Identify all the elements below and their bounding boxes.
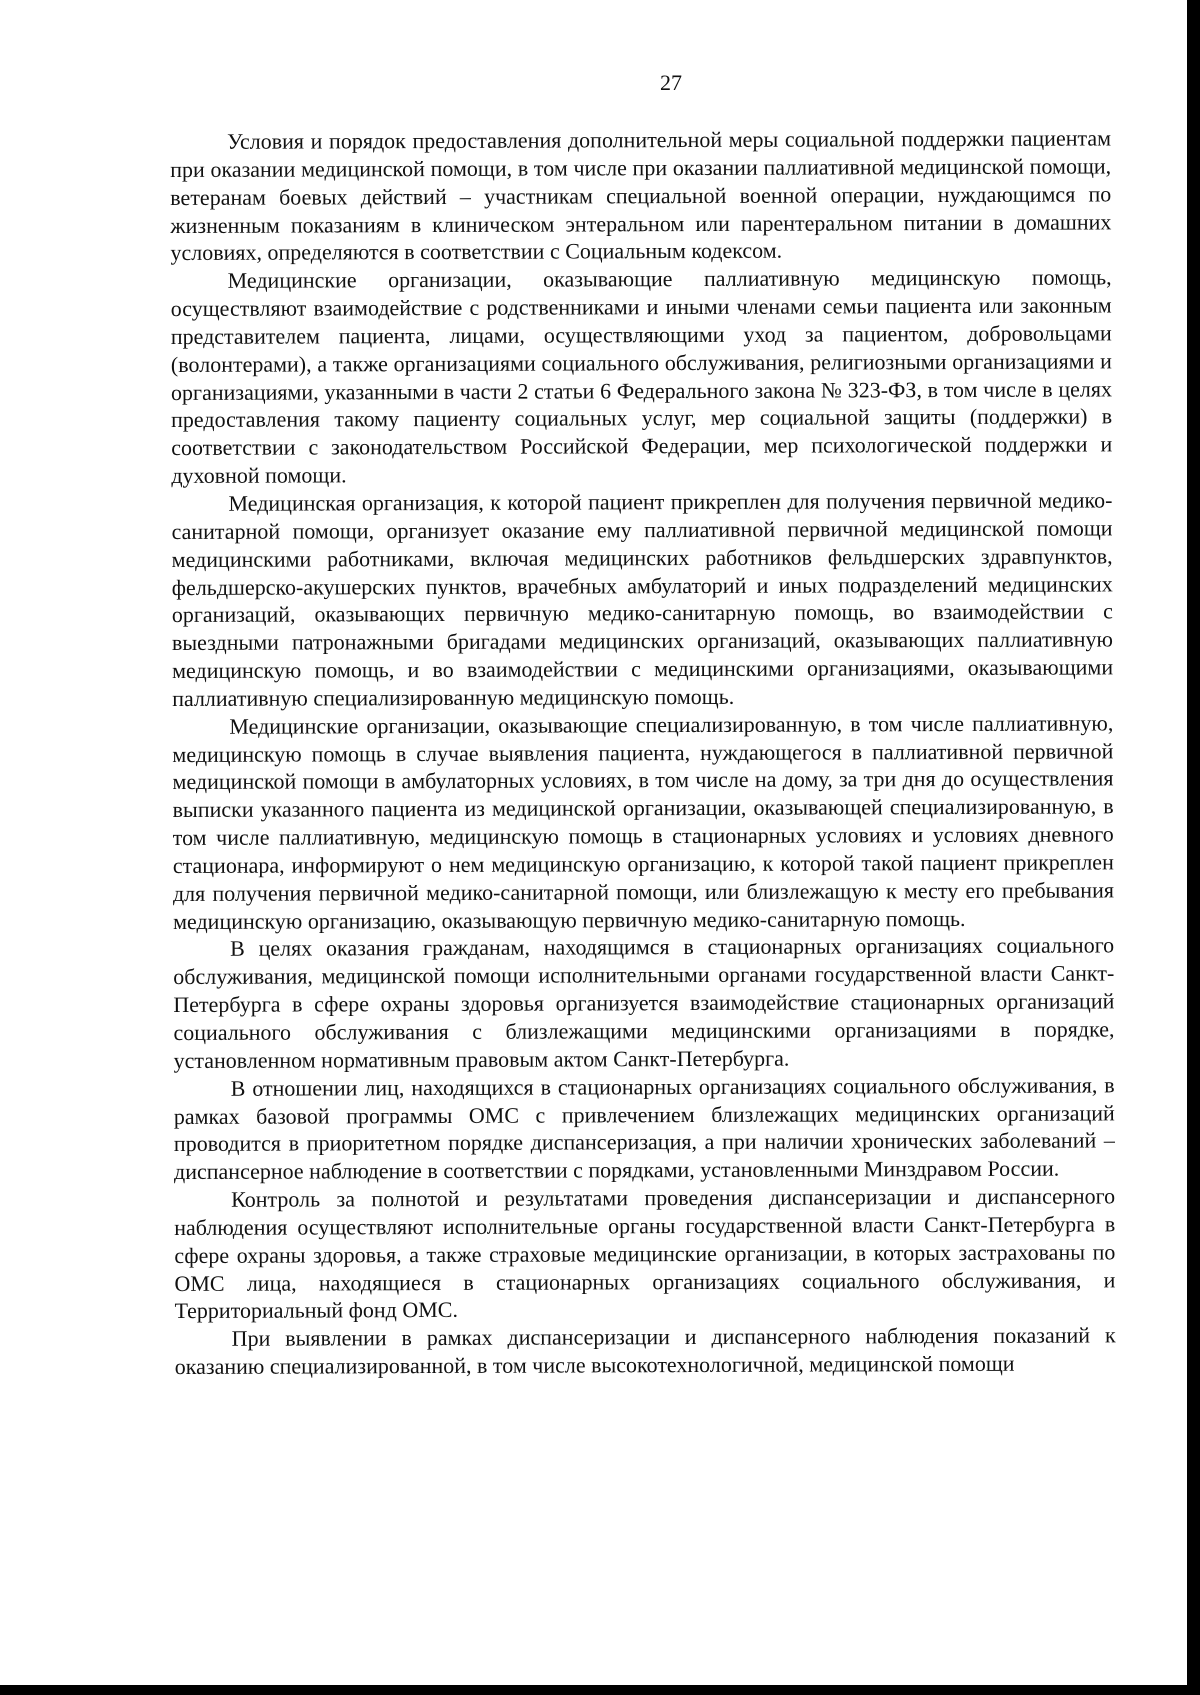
paragraph-primary-palliative-care: Медицинская организация, к которой пациент прикреплен для получения первичной медико-санитарной помощи, организует оказание ему паллиативной первичной медицинской помощи медицинскими работниками, включая медицинских работников фельдшерских здравпунктов, фельдшерско-акушерских пунктов, врачебных амбулаторий и иных подразделений медицинских организаций, оказывающих первичную медико-санитарную помощь, во взаимодействии с выездными патронажными бригадами медицинских организаций, оказывающих паллиативную медицинскую помощь, и во взаимодействии с медицинскими организациями, оказывающими паллиативную специализированную медицинскую помощь. [171, 487, 1114, 711]
paragraph-cooperation-with-relatives: Медицинские организации, оказывающие паллиативную медицинскую помощь, осуществляют взаимодействие с родственниками и иными членами семьи пациента или законным представителем пациента, лицами, осуществляющими уход за пациентом, добровольцами (волонтерами), а также организациями социального обслуживания, религиозными организациями и организациями, указанными в части 2 статьи 6 Федерального закона № 323-ФЗ, в том числе в целях предоставления такому пациенту социальных услуг, мер социальной защиты (поддержки) в соответствии с законодательством Российской Федерации, мер психологической поддержки и духовной помощи. [170, 264, 1113, 489]
paragraph-specialized-care-indications: При выявлении в рамках диспансеризации и диспансерного наблюдения показаний к оказанию специализированной, в том числе высокотехнологичной, медицинской помощи [174, 1322, 1116, 1380]
paragraph-palliative-support-conditions: Условия и порядок предоставления дополнительной меры социальной поддержки пациентам при оказании медицинской помощи, в том числе при оказании паллиативной медицинской помощи, ветеранам боевых действий – участникам специальной военной операции, нуждающимся по жизненным показаниям в клиническом энтеральном или парентеральном питании в домашних условиях, определяются в соответствии с Социальным кодексом. [170, 125, 1112, 266]
scan-right-edge [1187, 0, 1200, 1695]
scan-bottom-edge [0, 1685, 1200, 1695]
paragraph-dispensarization-control: Контроль за полнотой и результатами проведения диспансеризации и диспансерного наблюдения осуществляют исполнительные органы государственной власти Санкт-Петербурга в сфере охраны здоровья, а также страховые медицинские организации, в которых застрахованы по ОМС лица, находящиеся в стационарных организациях социального обслуживания, и Территориальный фонд ОМС. [174, 1183, 1116, 1324]
paragraph-discharge-notification: Медицинские организации, оказывающие специализированную, в том числе паллиативную, медицинскую помощь в случае выявления пациента, нуждающегося в паллиативной первичной медицинской помощи в амбулаторных условиях, в том числе на дому, за три дня до осуществления выписки указанного пациента из медицинской организации, оказывающей специализированную, в том числе паллиативную, медицинскую помощь в стационарных условиях и условиях дневного стационара, информируют о нем медицинскую организацию, к которой такой пациент прикреплен для получения первичной медико-санитарной помощи, или близлежащую к месту его пребывания медицинскую организацию, оказывающую первичную медико-санитарную помощь. [172, 710, 1114, 934]
paragraph-dispensarization-priority: В отношении лиц, находящихся в стационарных организациях социального обслуживания, в рамках базовой программы ОМС с привлечением близлежащих медицинских организаций проводится в приоритетном порядке диспансеризация, а при наличии хронических заболеваний – диспансерное наблюдение в соответствии с порядками, установленными Минздравом России. [173, 1072, 1115, 1185]
document-body [170, 124, 1116, 1381]
page-number: 27 [660, 70, 682, 95]
paragraph-social-service-interaction: В целях оказания гражданам, находящимся в стационарных организациях социального обслуживания, медицинской помощи исполнительными органами государственной власти Санкт-Петербурга в сфере охраны здоровья организуется взаимодействие стационарных организаций социального обслуживания с близлежащими медицинскими организациями в порядке, установленном нормативным правовым актом Санкт-Петербурга. [173, 932, 1115, 1073]
